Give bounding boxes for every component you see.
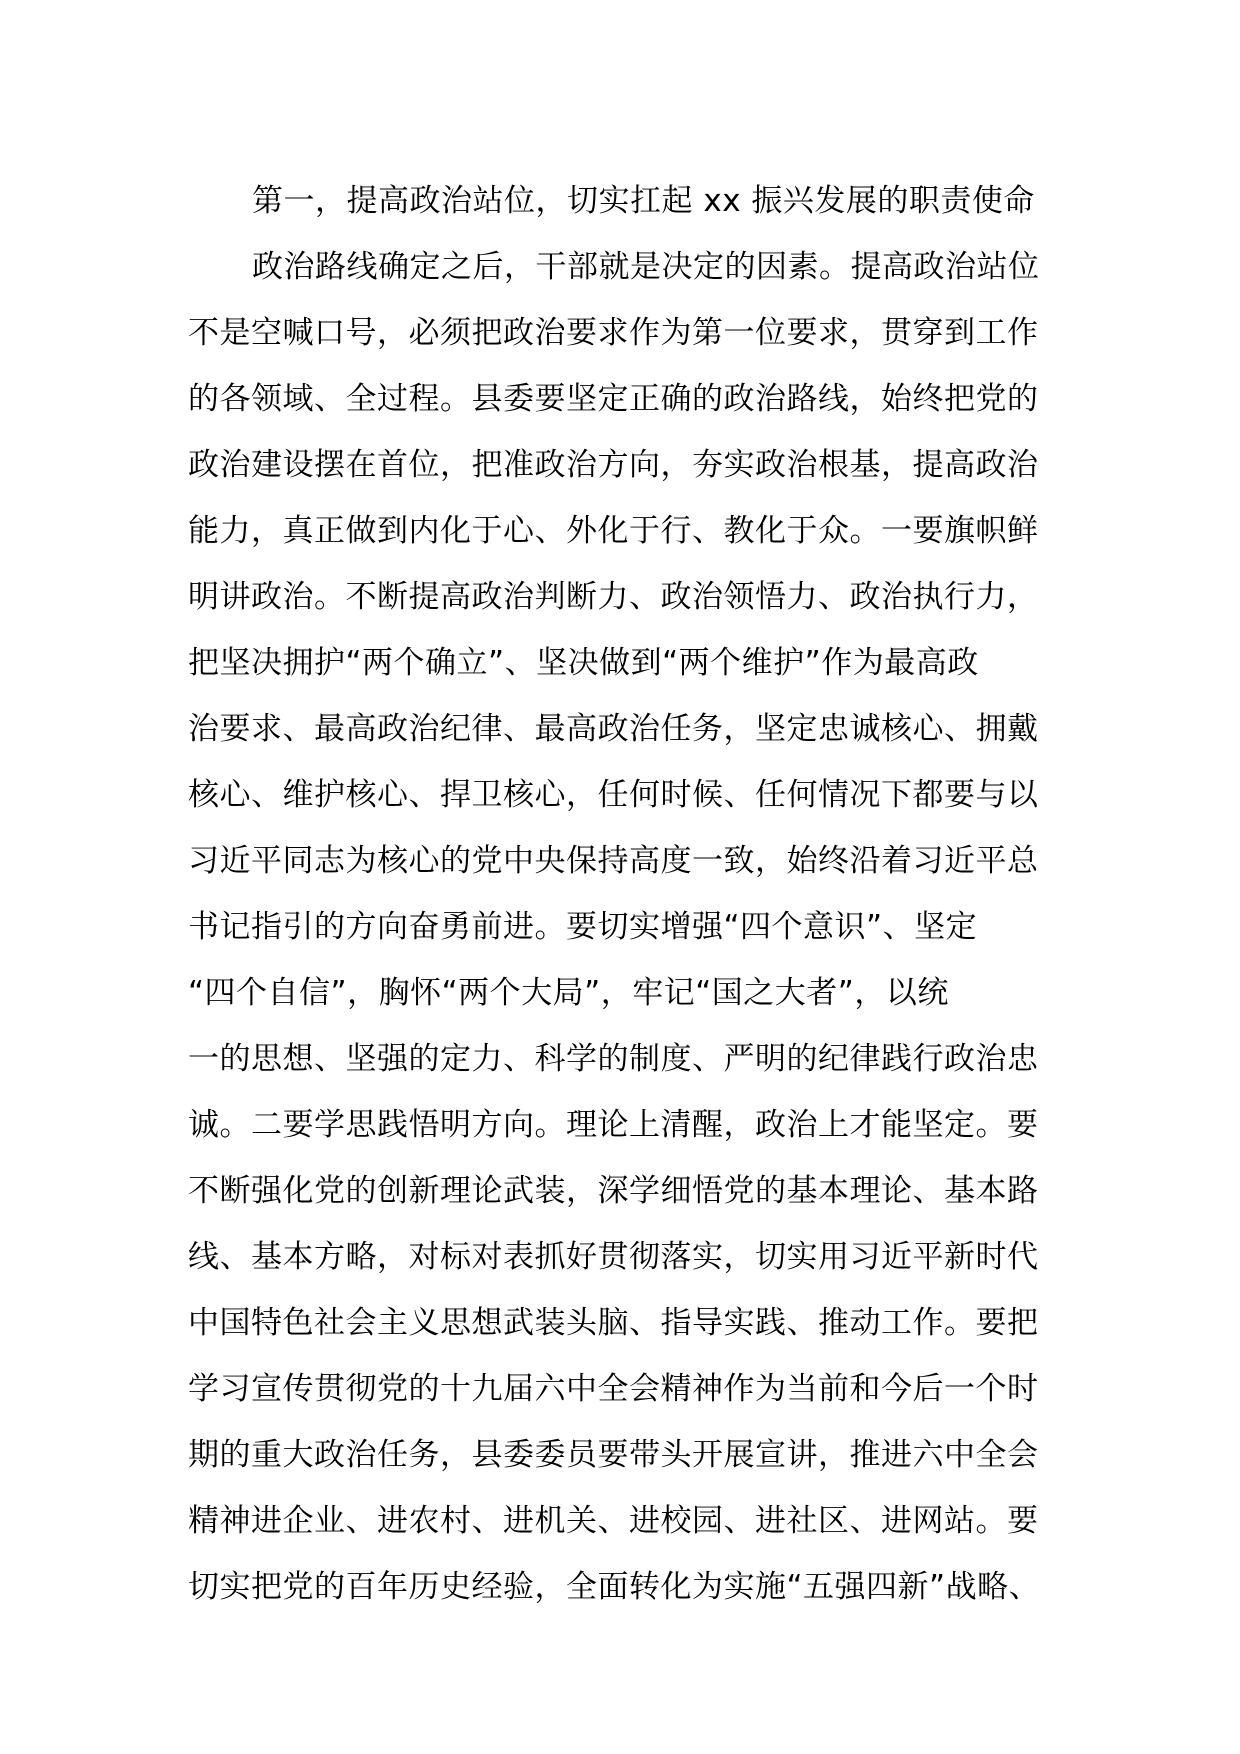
paragraph-line-13: 一的思想、坚强的定力、科学的制度、严明的纪律践行政治忠 [188,1041,1039,1077]
paragraph-line-11: 书记指引的方向奋勇前进。要切实增强“四个意识”、坚定 [188,909,978,945]
paragraph-line-14: 诚。二要学思践悟明方向。理论上清醒，政治上才能坚定。要 [188,1107,1039,1143]
paragraph-line-17: 中国特色社会主义思想武装头脑、指导实践、推动工作。要把 [188,1305,1039,1341]
paragraph-line-1: 政治路线确定之后，干部就是决定的因素。提高政治站位 [252,249,1040,285]
paragraph-line-8: 治要求、最高政治纪律、最高政治任务，坚定忠诚核心、拥戴 [188,711,1039,747]
paragraph-line-6: 明讲政治。不断提高政治判断力、政治领悟力、政治执行力， [188,579,1039,615]
paragraph-line-10: 习近平同志为核心的党中央保持高度一致，始终沿着习近平总 [188,843,1039,879]
paragraph-line-4: 政治建设摆在首位，把准政治方向，夯实政治根基，提高政治 [188,447,1039,483]
paragraph-line-2: 不是空喊口号，必须把政治要求作为第一位要求，贯穿到工作 [188,315,1039,351]
paragraph-line-3: 的各领域、全过程。县委要坚定正确的政治路线，始终把党的 [188,381,1039,417]
paragraph-line-16: 线、基本方略，对标对表抓好贯彻落实，切实用习近平新时代 [188,1239,1039,1275]
paragraph-line-15: 不断强化党的创新理论武装，深学细悟党的基本理论、基本路 [188,1173,1039,1209]
paragraph-line-7: 把坚决拥护“两个确立”、坚决做到“两个维护”作为最高政 [188,645,979,681]
paragraph-line-18: 学习宣传贯彻党的十九届六中全会精神作为当前和今后一个时 [188,1371,1039,1407]
section-heading: 第一，提高政治站位，切实扛起 xx 振兴发展的职责使命 [252,183,1035,219]
paragraph-line-21: 切实把党的百年历史经验，全面转化为实施“五强四新”战略、 [188,1569,1041,1605]
document-body [188,168,1068,1620]
paragraph-line-12: “四个自信”，胸怀“两个大局”，牢记“国之大者”，以统 [188,975,949,1011]
paragraph-line-9: 核心、维护核心、捍卫核心，任何时候、任何情况下都要与以 [188,777,1039,813]
paragraph-line-19: 期的重大政治任务，县委委员要带头开展宣讲，推进六中全会 [188,1437,1039,1473]
paragraph-line-5: 能力，真正做到内化于心、外化于行、教化于众。一要旗帜鲜 [188,513,1039,549]
paragraph-line-20: 精神进企业、进农村、进机关、进校园、进社区、进网站。要 [188,1503,1039,1539]
